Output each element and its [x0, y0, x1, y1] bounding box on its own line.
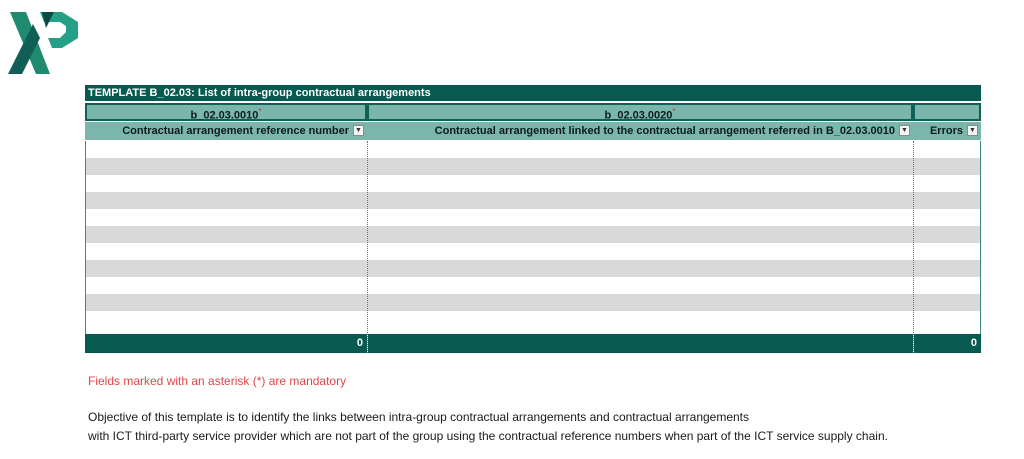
column-header-row: [85, 122, 981, 140]
column-header-linked-arrangement: [367, 122, 913, 140]
mandatory-note: Fields marked with an asterisk (*) are mandatory: [88, 374, 347, 388]
table-row[interactable]: [86, 294, 980, 311]
objective-line-2: with ICT third-party service provider which are not part of the group using the contractual reference numbers when part of the ICT service supply chain.: [88, 429, 888, 443]
table-row[interactable]: [86, 209, 980, 226]
total-reference-number: 0: [85, 334, 367, 353]
table-row[interactable]: [86, 158, 980, 175]
table-row[interactable]: [86, 243, 980, 260]
mandatory-marker: *: [258, 107, 262, 116]
template-title: TEMPLATE B_02.03: List of intra-group contractual arrangements: [85, 85, 981, 101]
column-header-errors: [913, 122, 981, 140]
totals-row: [85, 334, 981, 353]
column-divider: [367, 141, 368, 353]
filter-dropdown-icon[interactable]: ▼: [899, 125, 910, 136]
table-row[interactable]: [86, 226, 980, 243]
column-code-0020: [367, 103, 913, 121]
column-code-label: b_02.03.0020: [604, 109, 673, 122]
column-header-label: Contractual arrangement reference number: [122, 125, 349, 137]
column-divider: [913, 141, 914, 353]
table-row[interactable]: [86, 192, 980, 209]
table-row[interactable]: [86, 277, 980, 294]
column-code-label: b_02.03.0010: [190, 109, 259, 122]
table-row[interactable]: [86, 311, 980, 328]
objective-text: [88, 408, 988, 446]
data-grid[interactable]: [85, 141, 981, 334]
filter-dropdown-icon[interactable]: ▼: [967, 125, 978, 136]
column-header-label: Contractual arrangement linked to the contractual arrangement referred in B_02.03.0010: [434, 125, 895, 137]
column-header-reference-number: [85, 122, 367, 140]
column-code-0010: [85, 103, 367, 121]
mandatory-marker: *: [672, 107, 676, 116]
table-row[interactable]: [86, 260, 980, 277]
column-code-row: [85, 103, 981, 121]
objective-line-1: Objective of this template is to identify the links between intra-group contractual arrangements and contractual arrangements: [88, 410, 750, 424]
company-logo: [6, 8, 82, 78]
column-header-label: Errors: [929, 125, 963, 137]
total-linked-arrangement: [368, 334, 913, 353]
table-row[interactable]: [86, 175, 980, 192]
column-code-errors: [913, 103, 981, 121]
total-errors: 0: [914, 334, 981, 353]
table-row[interactable]: [86, 141, 980, 158]
filter-dropdown-icon[interactable]: ▼: [353, 125, 364, 136]
